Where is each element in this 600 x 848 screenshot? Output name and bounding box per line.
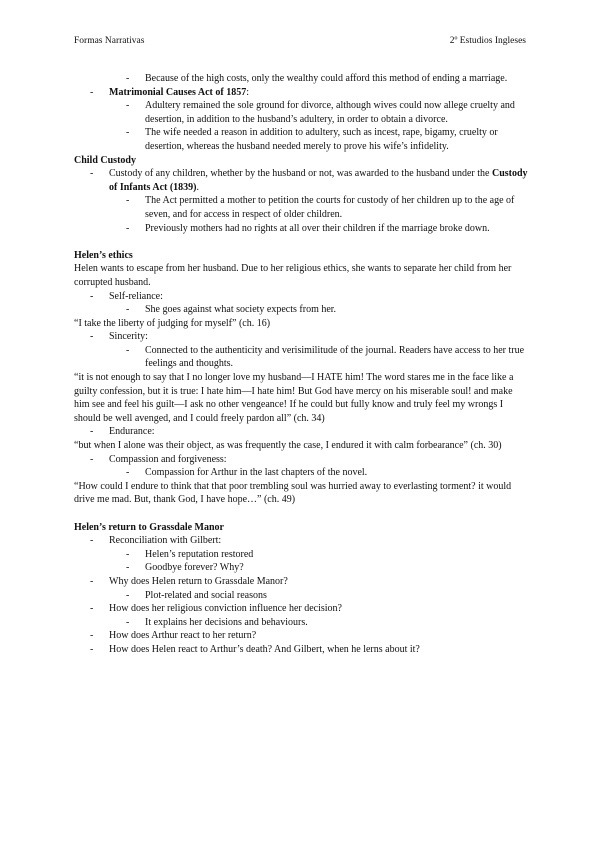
dash-bullet: - [90, 575, 94, 587]
list-item: - How does her religious conviction influence her decision? [90, 603, 342, 615]
dash-bullet: - [90, 643, 94, 655]
dash-bullet: - [126, 222, 130, 234]
dash-bullet: - [126, 616, 130, 628]
quote: “but when I alone was their object, as was frequently the case, I endured it with calm forbearance” (ch. 30) [74, 440, 502, 452]
section-heading-return: Helen’s return to Grassdale Manor [74, 521, 224, 533]
list-item: - How does Arthur react to her return? [90, 630, 257, 642]
list-item-act: - Matrimonial Causes Act of 1857: [90, 86, 249, 98]
list-item: - Compassion and forgiveness: [90, 453, 227, 465]
list-item: - Endurance: [90, 426, 155, 438]
list-item: - It explains her decisions and behaviours. [126, 616, 308, 628]
header-degree: 2º Estudios Ingleses [449, 36, 526, 46]
dash-bullet: - [90, 630, 94, 642]
list-item: - The Act permitted a mother to petition the courts for custody of her children up to the age of seven, and for access in respect of older children. [126, 195, 515, 220]
list-item: - Why does Helen return to Grassdale Manor? [90, 575, 288, 587]
list-item: - Sincerity: [90, 331, 148, 343]
act-title: Matrimonial Causes Act of 1857 [109, 86, 247, 98]
list-item: - Helen’s reputation restored [126, 548, 254, 560]
dash-bullet: - [90, 168, 94, 180]
dash-bullet: - [90, 331, 94, 343]
dash-bullet: - [126, 548, 130, 560]
list-item: - Previously mothers had no rights at all over their children if the marriage broke down. [126, 222, 490, 234]
list-item: - Because of the high costs, only the wealthy could afford this method of ending a marriage. [126, 73, 508, 84]
list-item: - How does Helen react to Arthur’s death? And Gilbert, when he lerns about it? [90, 643, 420, 655]
list-item: - The wife needed a reason in addition to adultery, such as incest, rape, bigamy, cruelty or desertion, whereas the husband needed merely to prove his wife’s infidelity. [126, 127, 498, 152]
section-heading-ethics: Helen’s ethics [74, 249, 133, 261]
dash-bullet: - [90, 426, 94, 438]
dash-bullet: - [126, 73, 130, 84]
list-item: - Plot-related and social reasons [126, 589, 267, 601]
paragraph-intro: Helen wants to escape from her husband. Due to her religious ethics, she wants to separate her child from her corrupted husband. [74, 263, 512, 288]
quote: “I take the liberty of judging for myself” (ch. 16) [74, 317, 271, 329]
document-body [74, 72, 530, 657]
list-item: - Adultery remained the sole ground for divorce, although wives could now allege cruelty and desertion, in addition to the husband’s adultery, in order to obtain a divorce. [126, 100, 515, 125]
dash-bullet: - [90, 535, 94, 547]
dash-bullet: - [90, 86, 94, 98]
list-item: - Goodbye forever? Why? [126, 562, 244, 574]
list-item: - Compassion for Arthur in the last chapters of the novel. [126, 467, 368, 479]
list-item: - Custody of any children, whether by the husband or not, was awarded to the husband under the Custody of Infants Act (1839). [90, 168, 528, 193]
dash-bullet: - [126, 344, 130, 356]
dash-bullet: - [90, 290, 94, 302]
dash-bullet: - [126, 195, 130, 207]
quote: “it is not enough to say that I no longer love my husband—I HATE him! The word stares me in the face like a guilty confession, but it is true: I hate him—I hate him! But God have mercy on his miserable soul! and make him see and feel his guilt—I ask no other vengeance! If he could but fully know and truly feel my wrongs I should be well avenged, and I could freely pardon all” (ch. 34) [74, 372, 514, 424]
dash-bullet: - [126, 304, 130, 316]
list-item: - Connected to the authenticity and verisimilitude of the journal. Readers have access to her true feelings and thoughts. [126, 344, 525, 370]
list-item: - Reconciliation with Gilbert: [90, 535, 222, 547]
list-item: - Self-reliance: [90, 290, 163, 302]
dash-bullet: - [126, 467, 130, 479]
dash-bullet: - [126, 100, 130, 112]
header-course-title: Formas Narrativas [74, 36, 145, 46]
dash-bullet: - [126, 589, 130, 601]
quote: “How could I endure to think that that poor trembling soul was hurried away to everlasting torment? it would drive me mad. But, thank God, I have hope…” (ch. 49) [74, 480, 512, 506]
dash-bullet: - [90, 603, 94, 615]
dash-bullet: - [126, 127, 130, 139]
section-heading-custody: Child Custody [74, 154, 136, 166]
dash-bullet: - [90, 453, 94, 465]
list-item: - She goes against what society expects from her. [126, 304, 337, 316]
dash-bullet: - [126, 562, 130, 574]
